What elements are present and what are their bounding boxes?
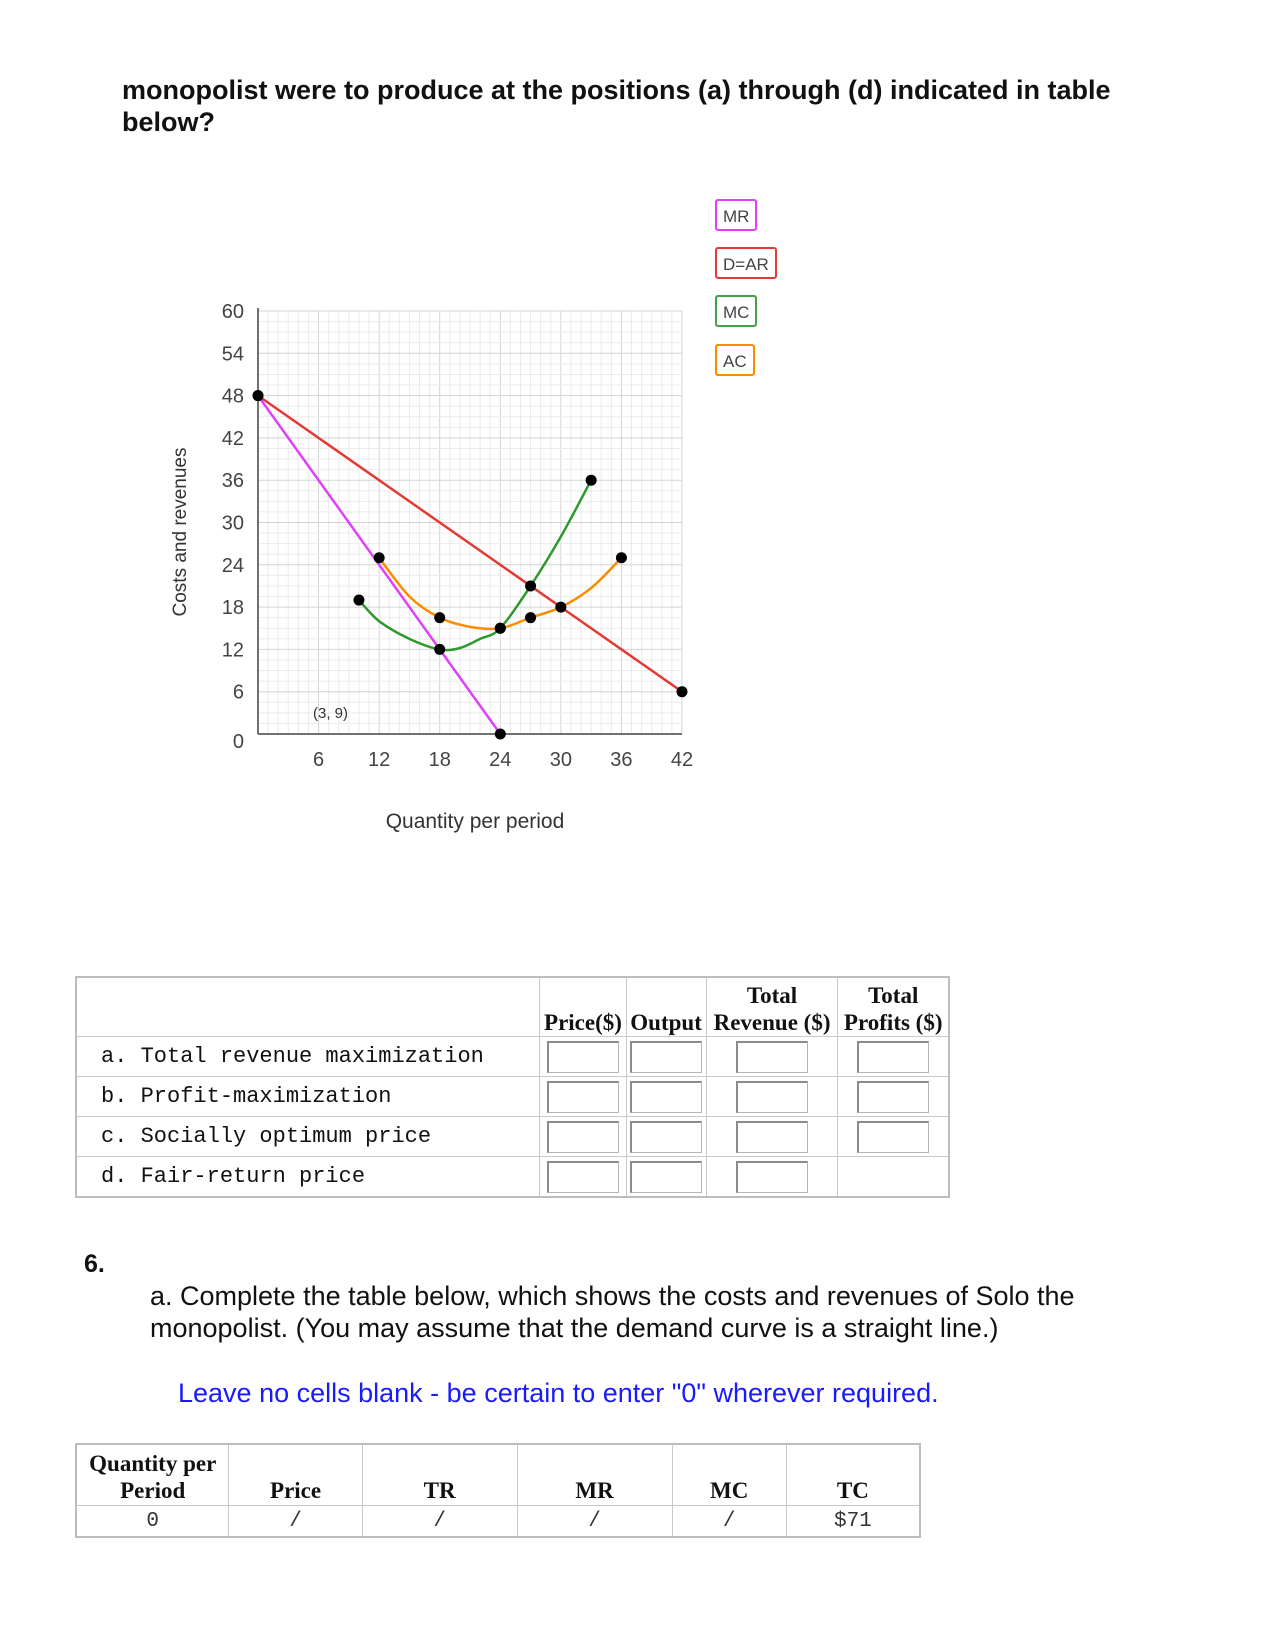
question-intro: monopolist were to produce at the positions (a) through (d) indicated in table below? [122, 75, 1111, 137]
instruction-note: Leave no cells blank - be certain to enter "0" wherever required. [178, 1378, 939, 1408]
data-point [555, 602, 566, 613]
x-tick-label: 6 [313, 749, 325, 771]
cell-mr: / [517, 1506, 672, 1538]
y-tick-label: 42 [221, 427, 244, 450]
data-point [586, 475, 597, 486]
data-point [253, 390, 264, 401]
question-number: 6. [84, 1250, 105, 1278]
cell-tc: $71 [786, 1506, 920, 1538]
y-tick-label: 54 [221, 343, 244, 366]
y-tick-label: 48 [221, 385, 244, 408]
table1-header-price: Price($) [540, 977, 626, 1037]
row-label-d: d. Fair-return price [76, 1157, 540, 1198]
input-a-price[interactable] [547, 1041, 619, 1073]
cell-quantity: 0 [76, 1506, 229, 1538]
input-d-price[interactable] [547, 1161, 619, 1193]
input-c-output[interactable] [630, 1121, 702, 1153]
table2-header-tr: TR [362, 1444, 517, 1506]
data-point [616, 552, 627, 563]
cell-price: / [229, 1506, 362, 1538]
x-tick-label: 12 [368, 749, 391, 771]
y-tick-label: 30 [221, 512, 244, 535]
data-point [374, 552, 385, 563]
solo-cost-revenue-table [75, 1443, 921, 1538]
input-a-output[interactable] [630, 1041, 702, 1073]
y-tick-label: 0 [232, 731, 244, 753]
input-c-total-revenue[interactable] [736, 1121, 808, 1153]
input-b-total-revenue[interactable] [736, 1081, 808, 1113]
table-row [76, 1506, 920, 1538]
legend-ac-button[interactable]: AC [715, 344, 755, 376]
input-a-total-profits[interactable] [857, 1041, 929, 1073]
x-tick-label: 18 [428, 749, 451, 771]
legend-mr-button[interactable]: MR [715, 199, 757, 231]
table2-header-tc: TC [786, 1444, 920, 1506]
y-tick-label: 24 [221, 554, 244, 577]
table-row [76, 1037, 949, 1077]
table-row [76, 1077, 949, 1117]
row-label-b: b. Profit-maximization [76, 1077, 540, 1117]
table2-header-quantity: Quantity per Period [76, 1444, 229, 1506]
y-axis-label: Costs and revenues [170, 447, 191, 617]
input-c-total-profits[interactable] [857, 1121, 929, 1153]
x-tick-label: 36 [610, 749, 633, 771]
data-point [495, 729, 506, 740]
cell-tr: / [362, 1506, 517, 1538]
question-prompt: a. Complete the table below, which shows the costs and revenues of Solo the monopolist. (You may assume that the demand curve is a straight line.) [150, 1281, 1075, 1343]
table1-header-output: Output [626, 977, 706, 1037]
table-row [76, 1117, 949, 1157]
data-point [525, 612, 536, 623]
monopoly-outcomes-table [75, 976, 950, 1198]
table1-header-total-revenue: Total Revenue ($) [706, 977, 838, 1037]
y-tick-label: 6 [232, 681, 244, 704]
input-b-output[interactable] [630, 1081, 702, 1113]
table2-header-mr: MR [517, 1444, 672, 1506]
y-tick-label: 18 [221, 597, 244, 620]
y-tick-label: 60 [221, 301, 244, 323]
table2-header-price: Price [229, 1444, 362, 1506]
input-c-price[interactable] [547, 1121, 619, 1153]
input-a-total-revenue[interactable] [736, 1041, 808, 1073]
data-point [434, 644, 445, 655]
point-annotation: (3, 9) [313, 705, 349, 722]
x-tick-label: 42 [670, 749, 694, 771]
table2-header-mc: MC [672, 1444, 786, 1506]
chart-grid [258, 311, 682, 734]
input-d-output[interactable] [630, 1161, 702, 1193]
y-tick-label: 36 [221, 470, 244, 493]
data-point [495, 623, 506, 634]
x-tick-label: 30 [549, 749, 572, 771]
data-point [525, 580, 536, 591]
input-d-total-revenue[interactable] [736, 1161, 808, 1193]
data-point [677, 686, 688, 697]
data-point [353, 595, 364, 606]
input-b-price[interactable] [547, 1081, 619, 1113]
table-row [76, 1157, 949, 1198]
x-axis-label: Quantity per period [385, 810, 565, 833]
row-label-a: a. Total revenue maximization [76, 1037, 540, 1077]
y-tick-label: 12 [221, 639, 244, 662]
x-tick-label: 24 [489, 749, 512, 771]
legend-dar-button[interactable]: D=AR [715, 247, 777, 279]
table1-blank-header [76, 977, 540, 1037]
table1-header-total-profits: Total Profits ($) [838, 977, 949, 1037]
cell-mc: / [672, 1506, 786, 1538]
input-b-total-profits[interactable] [857, 1081, 929, 1113]
legend-mc-button[interactable]: MC [715, 295, 757, 327]
row-label-c: c. Socially optimum price [76, 1117, 540, 1157]
data-point [434, 612, 445, 623]
